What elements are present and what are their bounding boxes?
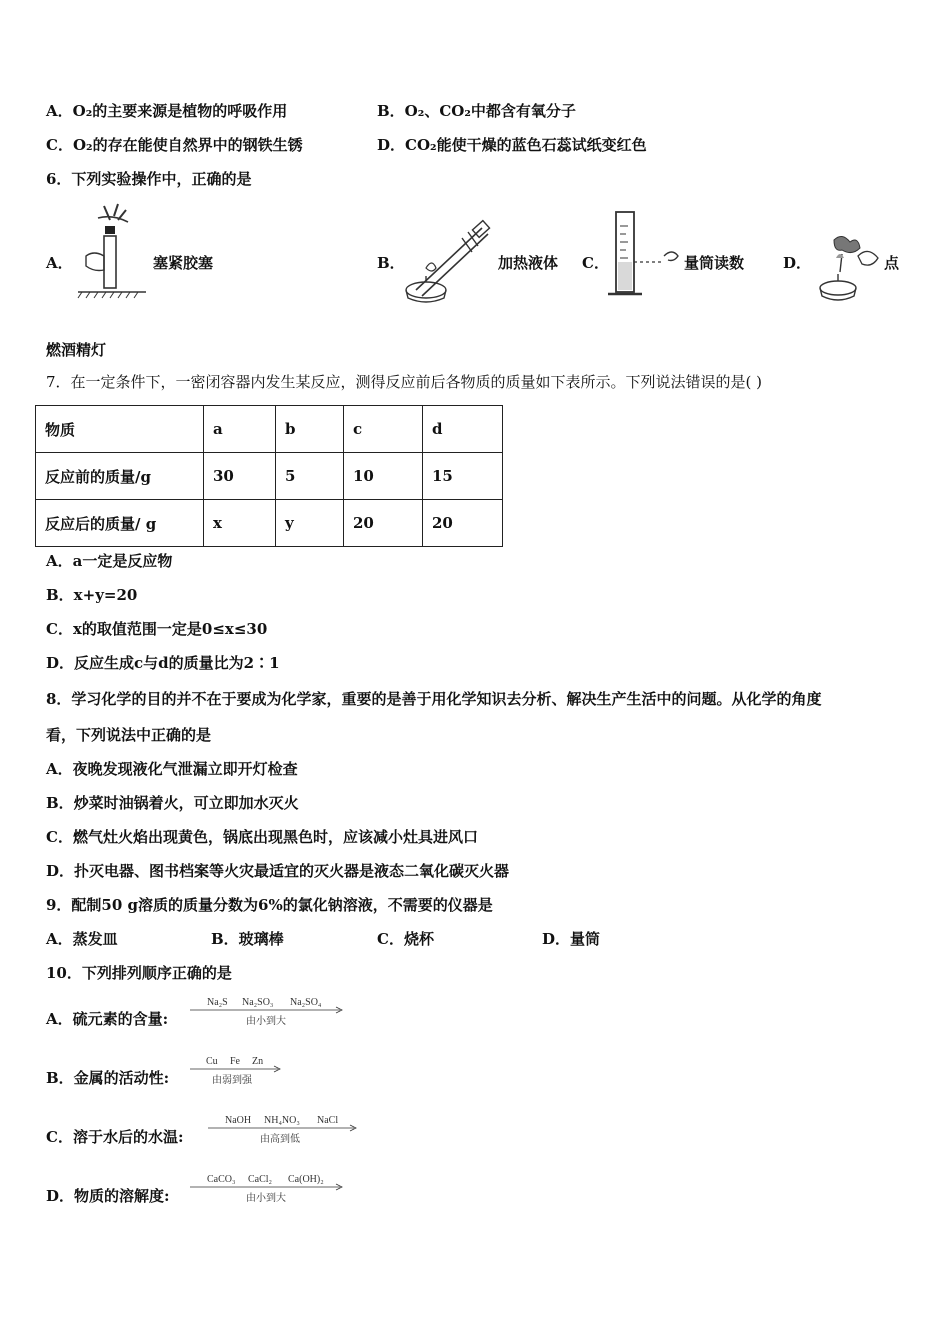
q5-option-d: D．CO₂能使干燥的蓝色石蕊试纸变红色 [377, 136, 647, 154]
q9-option-c: C．烧杯 [377, 930, 434, 948]
q10-option-d-label: D．物质的溶解度: [46, 1187, 170, 1205]
table-cell: d [423, 406, 503, 453]
table-cell: 30 [204, 453, 276, 500]
q6-a-letter: A． [46, 254, 73, 272]
table-cell: a [204, 406, 276, 453]
order-direction: 由小到大 [246, 1016, 286, 1027]
order-direction: 由高到低 [260, 1134, 300, 1145]
order-item: NH₄NO₃ [264, 1115, 300, 1126]
order-direction: 由小到大 [246, 1193, 286, 1204]
table-cell: 反应前的质量/g [36, 453, 204, 500]
table-cell: x [204, 500, 276, 547]
q9-option-b: B．玻璃棒 [211, 930, 284, 948]
order-item: Zn [252, 1056, 264, 1067]
order-item: Na₂SO₃ [242, 997, 274, 1008]
q5-option-c: C．O₂的存在能使自然界中的钢铁生锈 [46, 136, 303, 154]
q10-option-c-order [208, 1115, 362, 1145]
table-cell: 5 [276, 453, 344, 500]
q6-d-label-continued: 燃酒精灯 [46, 341, 107, 359]
q6-c-label: 量筒读数 [684, 254, 745, 272]
q6-b-letter: B． [377, 254, 405, 272]
order-item: Cu [206, 1056, 218, 1067]
q9-option-d: D．量筒 [542, 930, 601, 948]
heating-liquid-illustration [402, 218, 498, 304]
order-direction: 由弱到强 [212, 1075, 252, 1086]
q7-option-a: A．a一定是反应物 [46, 552, 173, 570]
q7-option-b: B．x+y=20 [46, 586, 138, 604]
order-item: CaCl₂ [248, 1174, 273, 1185]
q6-c-letter: C． [582, 254, 609, 272]
q10-option-a-order [190, 997, 348, 1027]
table-cell: 20 [423, 500, 503, 547]
order-item: Fe [230, 1056, 240, 1067]
table-cell: 10 [344, 453, 423, 500]
table-cell: 物质 [36, 406, 204, 453]
order-item: Na₂S [207, 997, 228, 1008]
mass-table [35, 405, 503, 547]
table-header-row [36, 406, 503, 453]
q6-b-label: 加热液体 [498, 254, 559, 272]
q8-option-a: A．夜晚发现液化气泄漏立即开灯检查 [46, 760, 298, 778]
cylinder-reading-illustration [606, 206, 682, 302]
q6-a-label: 塞紧胶塞 [153, 254, 214, 272]
q10-option-b-label: B．金属的活动性: [46, 1069, 170, 1087]
q10-option-a-label: A．硫元素的含量: [46, 1010, 169, 1028]
table-row [36, 500, 503, 547]
q10-option-c-label: C．溶于水后的水温: [46, 1128, 184, 1146]
q8-stem-line2: 看，下列说法中正确的是 [46, 726, 212, 744]
table-row [36, 453, 503, 500]
q10-stem: 10．下列排列顺序正确的是 [46, 964, 232, 982]
q7-option-d: D．反应生成c与d的质量比为2∶1 [46, 654, 280, 672]
lighting-lamp-illustration [812, 232, 882, 304]
table-cell: 20 [344, 500, 423, 547]
q5-option-b: B．O₂、CO₂中都含有氧分子 [377, 102, 576, 120]
q7-option-c: C．x的取值范围一定是0≤x≤30 [46, 620, 268, 638]
q6-d-letter: D． [783, 254, 812, 272]
q8-option-c: C．燃气灶火焰出现黄色，锅底出现黑色时，应该减小灶具进风口 [46, 828, 478, 846]
table-cell: c [344, 406, 423, 453]
q5-option-a: A．O₂的主要来源是植物的呼吸作用 [46, 102, 288, 120]
order-item: Ca(OH)₂ [288, 1174, 324, 1185]
table-cell: 反应后的质量/ g [36, 500, 204, 547]
order-item: CaCO₃ [207, 1174, 236, 1185]
q6-stem: 6．下列实验操作中，正确的是 [46, 170, 252, 188]
q6-d-label: 点 [884, 254, 900, 272]
order-item: Na₂SO₄ [290, 997, 322, 1008]
q9-stem: 9．配制50 g溶质的质量分数为6%的氯化钠溶液，不需要的仪器是 [46, 896, 493, 914]
q7-stem: 7．在一定条件下，一密闭容器内发生某反应，测得反应前后各物质的质量如下表所示。下列说法错误的是( ) [46, 373, 763, 391]
q8-stem-line1: 8．学习化学的目的并不在于要成为化学家，重要的是善于用化学知识去分析、解决生产生活中的问题。从化学的角度 [46, 690, 822, 708]
table-cell: 15 [423, 453, 503, 500]
table-cell: b [276, 406, 344, 453]
stopper-tube-illustration [74, 200, 150, 302]
q10-option-b-order [190, 1056, 286, 1086]
q9-option-a: A．蒸发皿 [46, 930, 118, 948]
q8-option-b: B．炒菜时油锅着火，可立即加水灭火 [46, 794, 299, 812]
table-cell: y [276, 500, 344, 547]
order-item: NaCl [317, 1115, 339, 1126]
q10-option-d-order [190, 1174, 348, 1204]
q8-option-d: D．扑灭电器、图书档案等火灾最适宜的灭火器是液态二氧化碳灭火器 [46, 862, 510, 880]
order-item: NaOH [225, 1115, 252, 1126]
